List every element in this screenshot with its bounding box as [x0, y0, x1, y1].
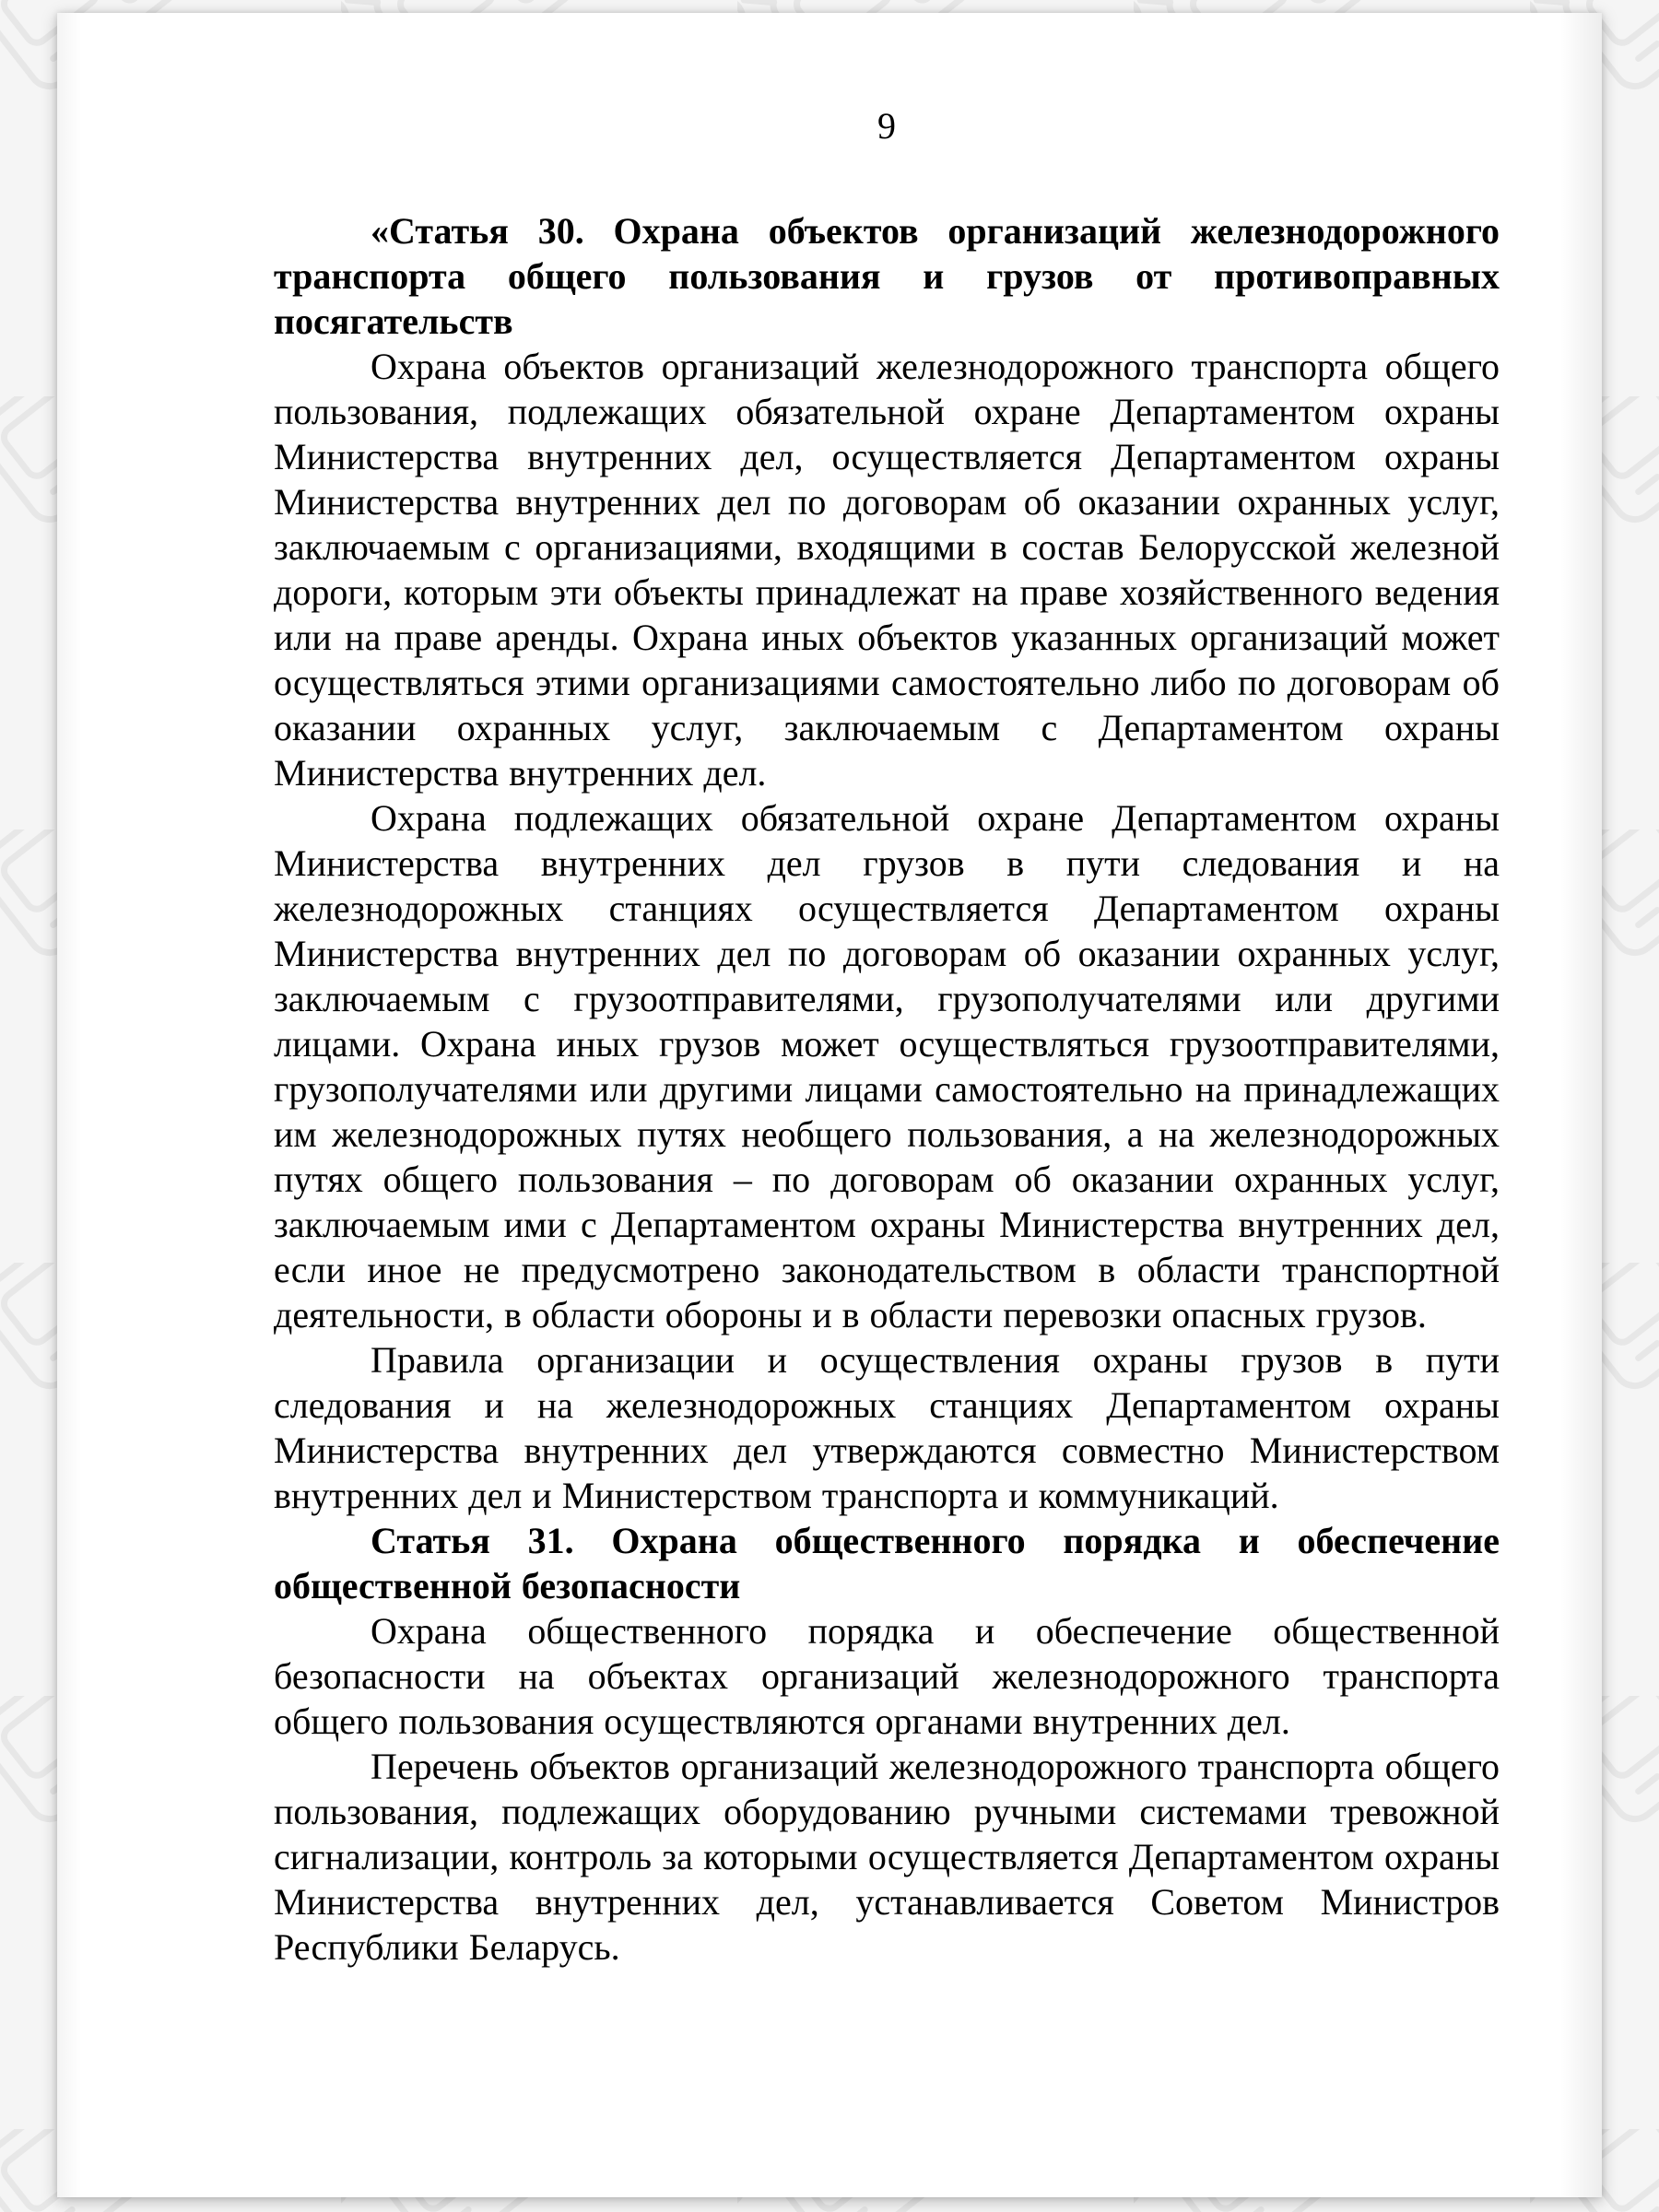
article-heading: «Статья 30. Охрана объектов организаций железнодорожного транспорта общего пользования и грузов от противоправных посягательств	[274, 210, 1500, 342]
text-column	[274, 208, 1500, 1970]
document-page	[57, 13, 1602, 2197]
page-edge-shadow-right	[1559, 13, 1602, 2197]
body-paragraph: Правила организации и осуществления охраны грузов в пути следования и на железнодорожных станциях Департаментом охраны Министерства внутренних дел утверждаются совместно Министерством внутренних дел и Министерством транспорта и коммуникаций.	[274, 1339, 1500, 1516]
page-edge-shadow-left	[57, 13, 81, 2197]
article-heading: Статья 31. Охрана общественного порядка и обеспечение общественной безопасности	[274, 1520, 1500, 1606]
body-paragraph: Перечень объектов организаций железнодорожного транспорта общего пользования, подлежащих оборудованию ручными системами тревожной сигнализации, контроль за которыми осуществляется Департаментом охраны Министерства внутренних дел, устанавливается Советом Министров Республики Беларусь.	[274, 1746, 1500, 1968]
body-paragraph: Охрана объектов организаций железнодорожного транспорта общего пользования, подлежащих обязательной охране Департаментом охраны Министерства внутренних дел, осуществляется Департаментом охраны Министерства внутренних дел по договорам об оказании охранных услуг, заключаемым с организациями, входящими в состав Белорусской железной дороги, которым эти объекты принадлежат на праве хозяйственного ведения или на праве аренды. Охрана иных объектов указанных организаций может осуществляться этими организациями самостоятельно либо по договорам об оказании охранных услуг, заключаемым с Департаментом охраны Министерства внутренних дел.	[274, 346, 1500, 794]
body-paragraph: Охрана общественного порядка и обеспечение общественной безопасности на объектах организаций железнодорожного транспорта общего пользования осуществляются органами внутренних дел.	[274, 1610, 1500, 1742]
body-paragraph: Охрана подлежащих обязательной охране Департаментом охраны Министерства внутренних дел грузов в пути следования и на железнодорожных станциях осуществляется Департаментом охраны Министерства внутренних дел по договорам об оказании охранных услуг, заключаемым с грузоотправителями, грузополучателями или другими лицами. Охрана иных грузов может осуществляться грузоотправителями, грузополучателями или другими лицами самостоятельно на принадлежащих им железнодорожных путях необщего пользования, а на железнодорожных путях общего пользования – по договорам об оказании охранных услуг, заключаемым ими с Департаментом охраны Министерства внутренних дел, если иное не предусмотрено законодательством в области транспортной деятельности, в области обороны и в области перевозки опасных грузов.	[274, 797, 1500, 1335]
page-number: 9	[877, 105, 896, 147]
